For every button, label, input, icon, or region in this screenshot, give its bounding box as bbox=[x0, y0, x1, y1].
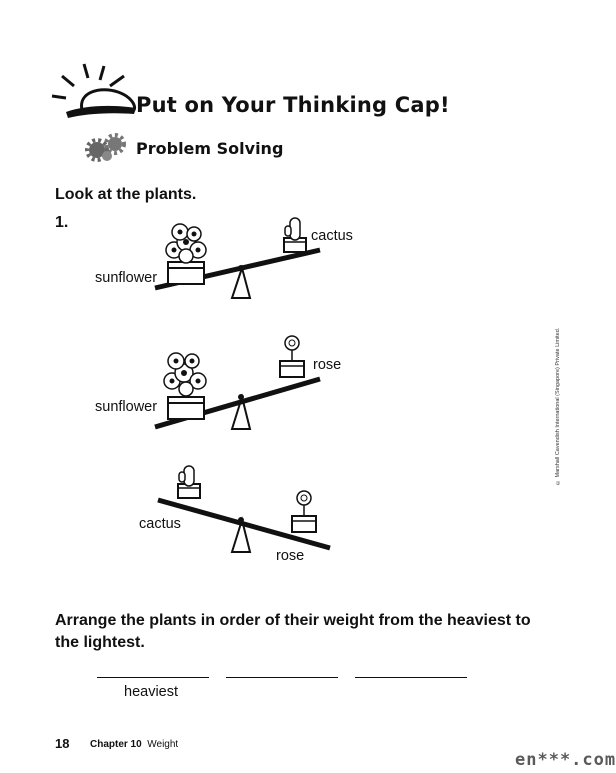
page-number: 18 bbox=[55, 736, 70, 751]
balance-scale-3 bbox=[150, 462, 340, 557]
thinking-cap-icon bbox=[48, 62, 138, 122]
answer-blank-1[interactable] bbox=[97, 677, 209, 678]
scale-3-left-label: cactus bbox=[139, 516, 181, 532]
heaviest-label: heaviest bbox=[124, 684, 179, 700]
question-number: 1. bbox=[55, 214, 69, 231]
scale-3-right-label: rose bbox=[276, 548, 305, 564]
scale-1-right-label: cactus bbox=[311, 228, 353, 244]
chapter-label: Chapter 10 bbox=[90, 739, 142, 750]
balance-scale-2 bbox=[140, 335, 340, 435]
scale-2-right-label: rose bbox=[313, 357, 342, 373]
copyright-notice: © Marshall Cavendish International (Singapore) Private Limited. bbox=[555, 327, 561, 485]
chapter-info bbox=[90, 739, 178, 750]
scale-2-left-label: sunflower bbox=[95, 399, 158, 415]
balance-scale-1 bbox=[140, 210, 340, 305]
answer-blank-2[interactable] bbox=[226, 677, 338, 678]
answer-blank-3[interactable] bbox=[355, 677, 467, 678]
section-title: Put on Your Thinking Cap! bbox=[136, 93, 450, 117]
instruction-text: Look at the plants. bbox=[55, 186, 197, 203]
watermark: en***.com bbox=[515, 750, 616, 770]
task-text: Arrange the plants in order of their weight from the heaviest to the lightest. bbox=[55, 612, 531, 651]
chapter-title: Weight bbox=[147, 739, 179, 750]
gears-icon bbox=[85, 132, 129, 162]
scale-1-left-label: sunflower bbox=[95, 270, 158, 286]
section-subtitle: Problem Solving bbox=[136, 139, 284, 158]
